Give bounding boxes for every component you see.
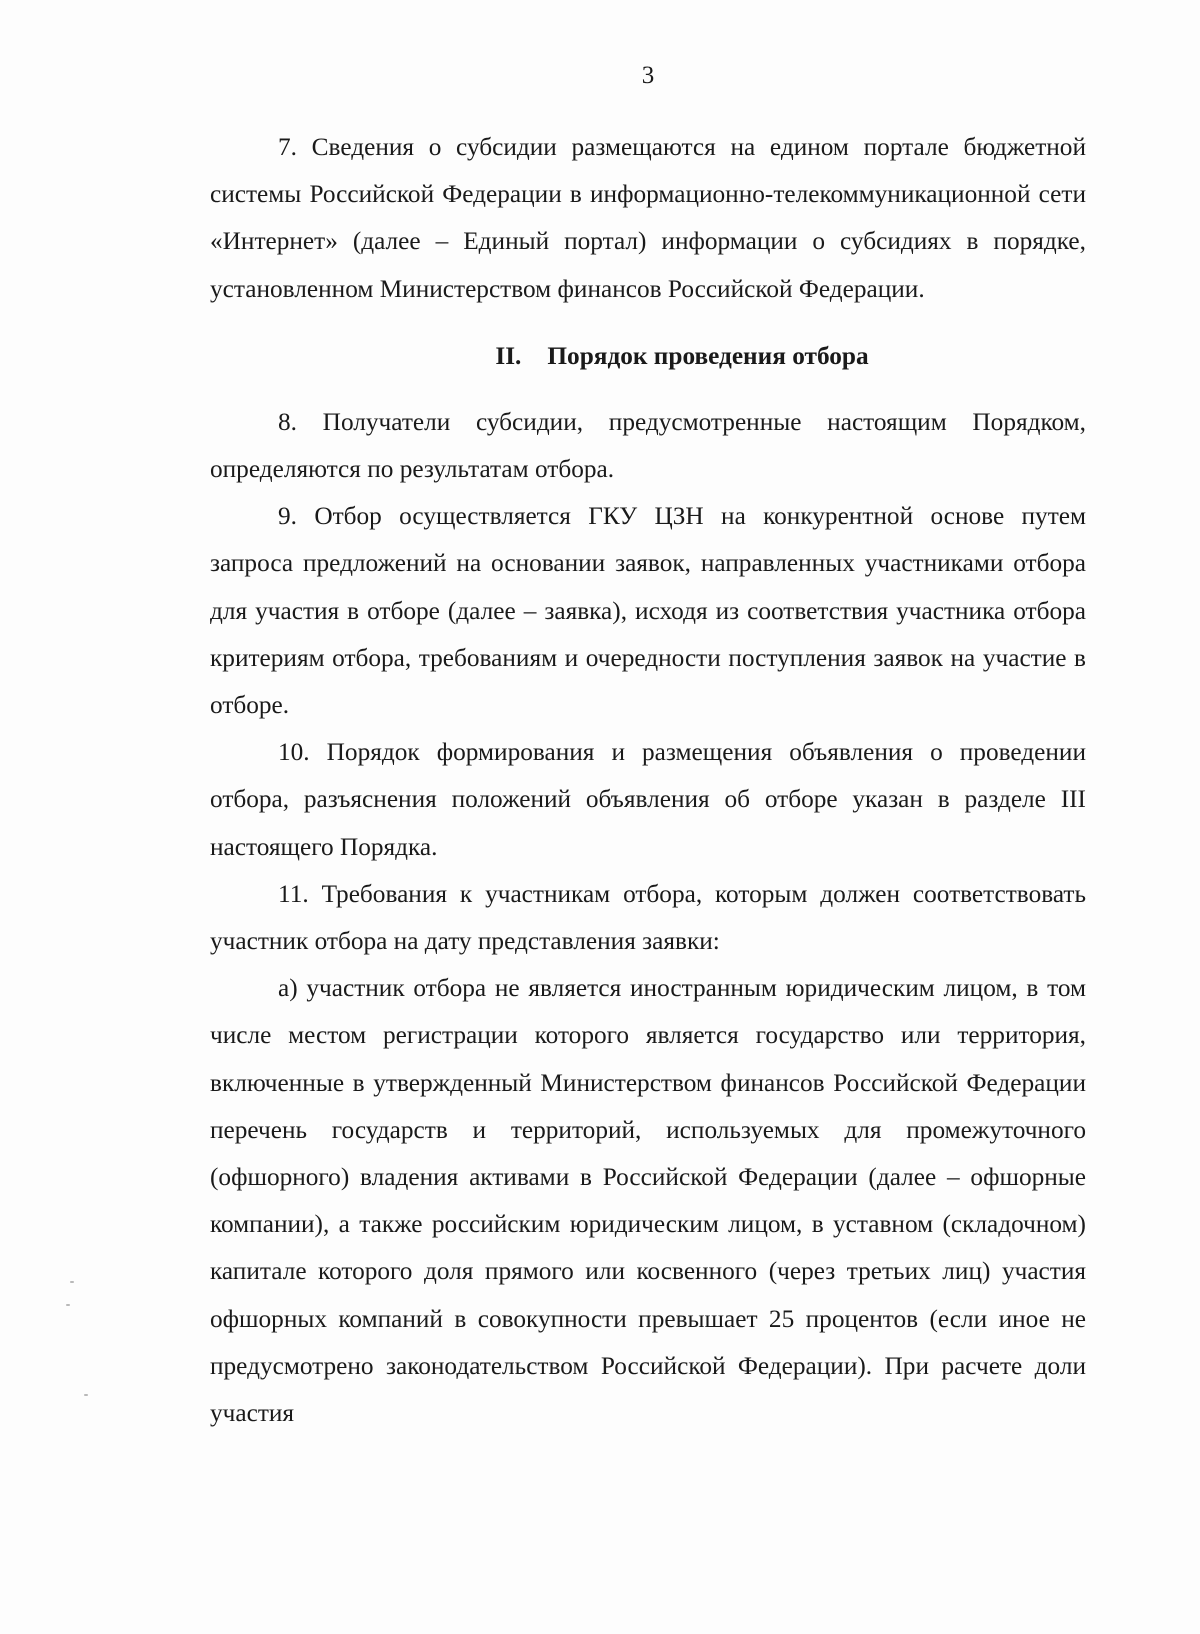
paragraph-11: 11. Требования к участникам отбора, которым должен соответствовать участник отбора на дату представления заявки:: [210, 879, 1086, 956]
scan-speck: [66, 1304, 70, 1306]
section-heading: [210, 333, 1086, 380]
paragraph-8: 8. Получатели субсидии, предусмотренные настоящим Порядком, определяются по результатам отбора.: [210, 407, 1086, 484]
section-title: Порядок проведения отбора: [547, 341, 869, 370]
paragraph-9: 9. Отбор осуществляется ГКУ ЦЗН на конкурентной основе путем запроса предложений на основании заявок, направленных участниками отбора для участия в отборе (далее – заявка), исходя из соответствия участника отбора критериям отбора, требованиям и очередности поступления заявок на участие в отборе.: [210, 502, 1086, 720]
paragraph-10: 10. Порядок формирования и размещения объявления о проведении отбора, разъяснения положений объявления об отборе указан в разделе III настоящего Порядка.: [210, 738, 1086, 861]
document-body: [210, 124, 1086, 1437]
paragraph-11a: а) участник отбора не является иностранным юридическим лицом, в том числе местом регистрации которого является государство или территория, включенные в утвержденный Министерством финансов Российской Федерации перечень государств и территорий, используемых для промежуточного (офшорного) владения активами в Российской Федерации (далее – офшорные компании), а также российским юридическим лицом, в уставном (складочном) капитале которого доля прямого или косвенного (через третьих лиц) участия офшорных компаний в совокупности превышает 25 процентов (если иное не предусмотрено законодательством Российской Федерации). При расчете доли участия: [210, 974, 1086, 1428]
page-number: 3: [641, 62, 655, 89]
paragraph-7: 7. Сведения о субсидии размещаются на едином портале бюджетной системы Российской Федерации в информационно-телекоммуникационной сети «Интернет» (далее – Единый портал) информации о субсидиях в порядке, установленном Министерством финансов Российской Федерации.: [210, 133, 1086, 303]
scan-speck: [84, 1394, 88, 1396]
scan-speck: [70, 1281, 74, 1283]
section-number: II.: [495, 341, 522, 370]
